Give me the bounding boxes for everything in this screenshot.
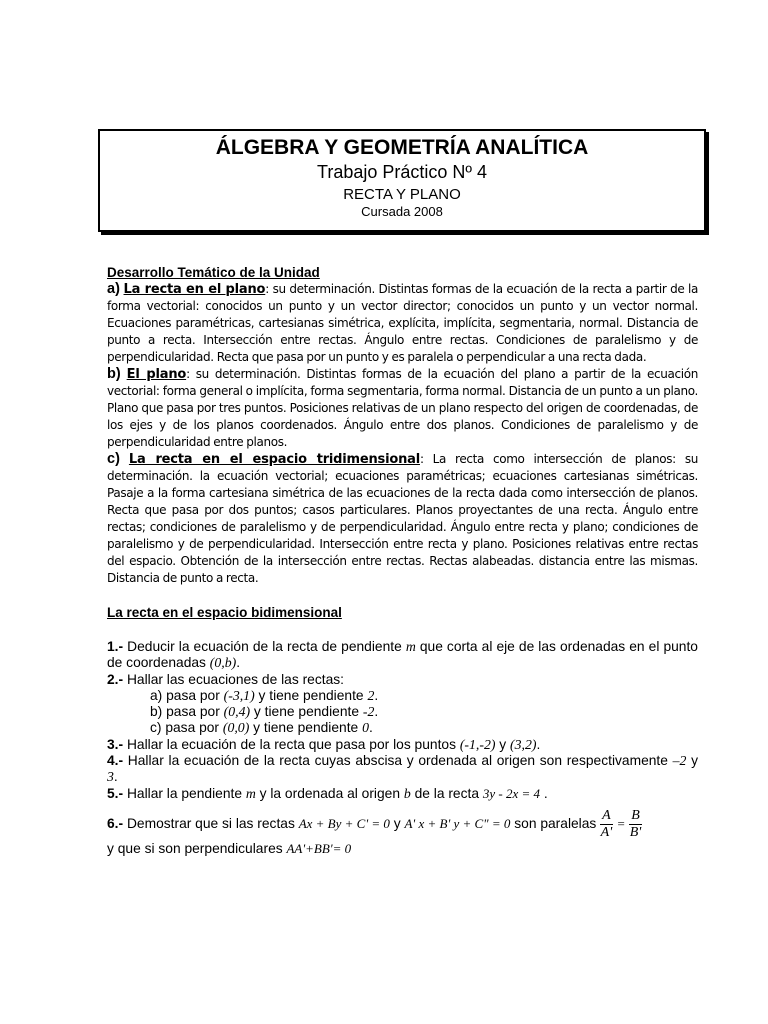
exercise-1 bbox=[107, 639, 698, 672]
fraction-b-denominator: B' bbox=[629, 824, 642, 840]
item-a-text: : su determinación. Distintas formas de la ecuación de la recta a partir de la forma vectorial: conocidos un punto y un vector director; conocidos un punto y un vector normal. Ecuaciones paramétricas, cartesianas simétrica, explícita, implícita, segmentaria, normal. Distancia de punto a recta. Intersección entre rectas. Ángulo entre rectas. Condiciones de paralelismo y de perpendicularidad. Recta que pasa por un punto y es paralela o perpendicular a una recta dada. bbox=[107, 282, 698, 364]
practice-number: Trabajo Práctico Nº 4 bbox=[317, 162, 487, 182]
exercise-6-perpendicular-condition: AA'+BB'= 0 bbox=[286, 840, 352, 856]
equals-sign: = bbox=[616, 816, 626, 832]
exercise-5-equation: 3y - 2x = 4 bbox=[482, 785, 540, 801]
exercise-2b bbox=[107, 704, 698, 720]
item-a-title: La recta en el plano bbox=[123, 282, 266, 297]
exercise-6-perpendicular bbox=[107, 841, 698, 857]
item-a-letter: a) bbox=[107, 281, 120, 297]
exercise-2b-text: b) pasa por bbox=[150, 704, 224, 720]
exercise-5-number: 5.- bbox=[107, 785, 124, 801]
exercise-3-point-2: (3,2) bbox=[510, 736, 537, 752]
exercise-6-text-4: y que si son perpendiculares bbox=[107, 840, 287, 856]
syllabus-item-c bbox=[107, 451, 698, 587]
exercise-5-text: Hallar la pendiente bbox=[123, 785, 246, 801]
exercise-2-number: 2.- bbox=[107, 671, 124, 687]
header-box bbox=[98, 129, 706, 232]
item-c-title: La recta en el espacio tridimensional bbox=[128, 452, 420, 467]
exercise-1-text-3: . bbox=[236, 655, 241, 671]
exercise-1-point: (0,b) bbox=[209, 655, 237, 671]
exercise-2c-text: c) pasa por bbox=[150, 720, 223, 736]
syllabus-item-b bbox=[107, 366, 698, 451]
exercise-5-end: . bbox=[540, 785, 548, 801]
exercise-6-text-2: y bbox=[389, 816, 405, 832]
item-b-text: : su determinación. Distintas formas de la ecuación del plano a partir de la ecuación vectorial: forma general o implícita, forma segmentaria, forma normal. Distancia de un punto a un plano. Plano que pasa por tres puntos. Posiciones relativas de un plano respecto del origen de coordenadas, de los ejes y de los planos coordenados. Ángulo entre dos planos. Condiciones de paralelismo y de perpendicularidad entre planos. bbox=[107, 367, 699, 449]
exercise-2c-end: . bbox=[368, 720, 373, 736]
exercise-5-text-3: de la recta bbox=[410, 785, 483, 801]
exercise-2b-slope: -2 bbox=[362, 704, 375, 720]
exercise-3-text-2: y bbox=[495, 736, 511, 752]
exercise-2a-text-2: y tiene pendiente bbox=[254, 687, 368, 703]
exercise-4-text: Hallar la ecuación de la recta cuyas abscisa y ordenada al origen son respectivamente bbox=[123, 753, 673, 769]
course-year: Cursada 2008 bbox=[361, 204, 443, 219]
fraction-a bbox=[600, 808, 613, 841]
exercise-3-number: 3.- bbox=[107, 736, 124, 752]
exercise-4-value-2: 3 bbox=[107, 769, 114, 785]
exercise-2a-slope: 2 bbox=[367, 687, 375, 703]
fraction-a-denominator: A' bbox=[600, 824, 613, 840]
fraction-b-numerator: B bbox=[631, 807, 640, 823]
item-b-title: El plano bbox=[126, 367, 187, 382]
exercise-5-slope: m bbox=[245, 785, 256, 801]
exercise-5-text-2: y la ordenada al origen bbox=[255, 785, 404, 801]
item-c-letter: c) bbox=[107, 451, 120, 467]
exercise-3 bbox=[107, 737, 698, 753]
exercise-2a-text: a) pasa por bbox=[150, 687, 224, 703]
exercise-2a-point: (-3,1) bbox=[223, 687, 255, 703]
exercise-3-text: Hallar la ecuación de la recta que pasa por los puntos bbox=[123, 736, 460, 752]
item-c-text: : La recta como intersección de planos: su determinación. la ecuación vectorial; ecuaciones paramétricas; ecuaciones cartesianas simétricas. Pasaje a la forma cartesiana simétrica de las ecuaciones de la recta dada como intersección de planos. Recta que pasa por dos puntos; casos particulares. Planos proyectantes de una recta. Ángulo entre rectas; condiciones de paralelismo y de perpendicularidad. Ángulo entre recta y plano; condiciones de paralelismo y de perpendicularidad. Intersección entre recta y plano. Posiciones relativas entre rectas del espacio. Obtención de la intersección entre rectas. Rectas alabeadas. distancia entre las mismas. Distancia de punto a recta. bbox=[107, 452, 698, 585]
section-heading: La recta en el espacio bidimensional bbox=[107, 605, 342, 620]
exercise-2b-text-2: y tiene pendiente bbox=[250, 704, 363, 720]
exercise-2-text: Hallar las ecuaciones de las rectas: bbox=[123, 671, 344, 687]
exercise-6-number: 6.- bbox=[107, 816, 124, 832]
exercise-5-intercept: b bbox=[403, 785, 411, 801]
exercise-4-value-1: –2 bbox=[672, 753, 687, 769]
fraction-b bbox=[629, 808, 642, 841]
exercise-2c-text-2: y tiene pendiente bbox=[249, 720, 363, 736]
exercise-4-number: 4.- bbox=[107, 753, 124, 769]
item-b-letter: b) bbox=[107, 366, 121, 382]
exercise-2c-point: (0,0) bbox=[222, 720, 250, 736]
exercise-3-point-1: (-1,-2) bbox=[459, 736, 496, 752]
exercise-6-text-3: son paralelas bbox=[510, 816, 601, 832]
exercise-6-line-2: A' x + B' y + C" = 0 bbox=[404, 816, 511, 832]
fraction-a-numerator: A bbox=[602, 807, 611, 823]
exercise-1-text-2: que corta al eje de las ordenadas en el punto de coordenadas bbox=[107, 639, 698, 671]
syllabus-heading: Desarrollo Temático de la Unidad bbox=[107, 265, 320, 280]
exercise-3-end: . bbox=[536, 736, 541, 752]
exercise-1-slope: m bbox=[405, 639, 416, 654]
document-body bbox=[107, 264, 698, 857]
exercise-2b-point: (0,4) bbox=[223, 704, 251, 720]
course-title: ÁLGEBRA Y GEOMETRÍA ANALÍTICA bbox=[215, 136, 589, 159]
exercise-2c bbox=[107, 720, 698, 736]
exercise-2c-slope: 0 bbox=[362, 720, 369, 736]
exercise-1-number: 1.- bbox=[107, 639, 124, 654]
exercise-2b-end: . bbox=[374, 704, 379, 720]
exercise-4-end: . bbox=[113, 769, 118, 785]
exercise-2 bbox=[107, 672, 698, 688]
syllabus-item-a bbox=[107, 281, 698, 366]
exercise-5 bbox=[107, 786, 698, 802]
exercise-2a-end: . bbox=[374, 687, 379, 703]
exercise-6-text: Demostrar que si las rectas bbox=[123, 816, 299, 832]
exercise-1-text: Deducir la ecuación de la recta de pendiente bbox=[123, 639, 406, 654]
exercise-6 bbox=[107, 808, 698, 841]
exercise-2a bbox=[107, 688, 698, 704]
exercise-4-text-2: y bbox=[686, 753, 698, 769]
practice-topic: RECTA Y PLANO bbox=[343, 186, 461, 203]
exercise-6-line-1: Ax + By + C' = 0 bbox=[298, 816, 390, 832]
exercise-4 bbox=[107, 753, 698, 786]
